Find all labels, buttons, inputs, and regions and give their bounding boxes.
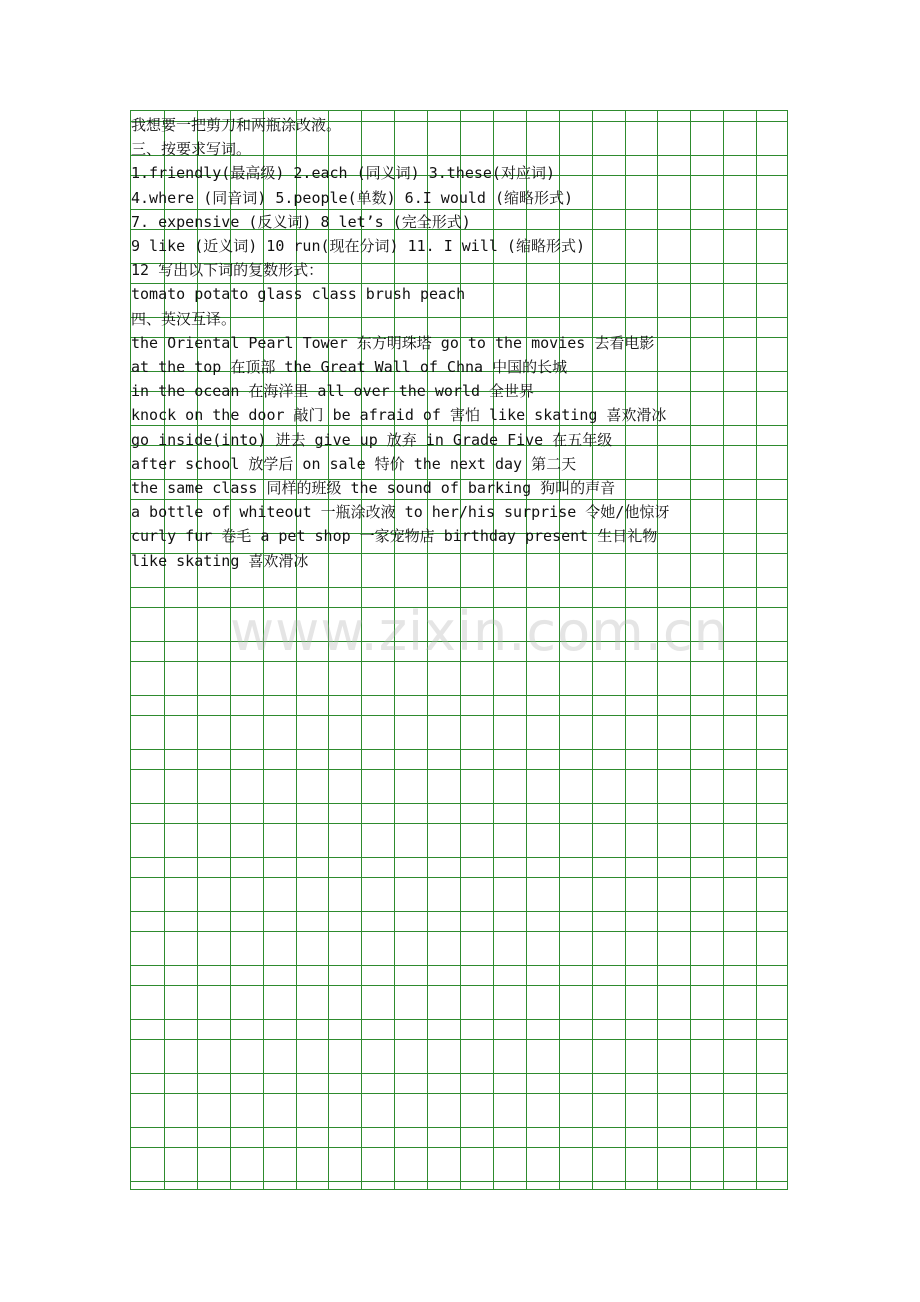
text-line: in the ocean 在海洋里 all over the world 全世界 [131, 382, 535, 401]
text-line: 四、英汉互译。 [131, 309, 237, 328]
text-line: after school 放学后 on sale 特价 the next day 第二天 [131, 454, 577, 473]
text-line: 我想要一把剪刀和两瓶涂改液。 [131, 116, 342, 134]
text-line: knock on the door 敲门 be afraid of 害怕 like skating 喜欢滑冰 [131, 406, 667, 425]
text-line: 12 写出以下词的复数形式： [131, 261, 324, 280]
text-line: 7. expensive (反义词) 8 let’s (完全形式) [131, 212, 471, 231]
text-line: 9 like (近义词) 10 run(现在分词) 11. I will (缩略形式) [131, 237, 585, 255]
watermark: www.zixin.com.cn [230, 600, 729, 663]
text-line: 1.friendly(最高级) 2.each (同义词) 3.these(对应词) [131, 164, 555, 183]
text-line: curly fur 卷毛 a pet shop 一家宠物店 birthday present 生日礼物 [131, 527, 658, 546]
text-line: tomato potato glass class brush peach [131, 285, 466, 304]
text-line: a bottle of whiteout 一瓶涂改液 to her/his surprise 令她/他惊讶 [131, 503, 670, 522]
text-line: at the top 在顶部 the Great Wall of Chna 中国的长城 [131, 358, 568, 376]
text-line: go inside(into) 进去 give up 放弃 in Grade Five 在五年级 [131, 430, 613, 449]
text-line: the Oriental Pearl Tower 东方明珠塔 go to the movies 去看电影 [131, 333, 655, 352]
text-line: 三、按要求写词。 [131, 140, 252, 159]
text-line: 4.where (同音词) 5.people(单数) 6.I would (缩略形式) [131, 188, 574, 207]
text-line: like skating 喜欢滑冰 [131, 551, 309, 570]
text-line: the same class 同样的班级 the sound of barking 狗叫的声音 [131, 479, 616, 497]
